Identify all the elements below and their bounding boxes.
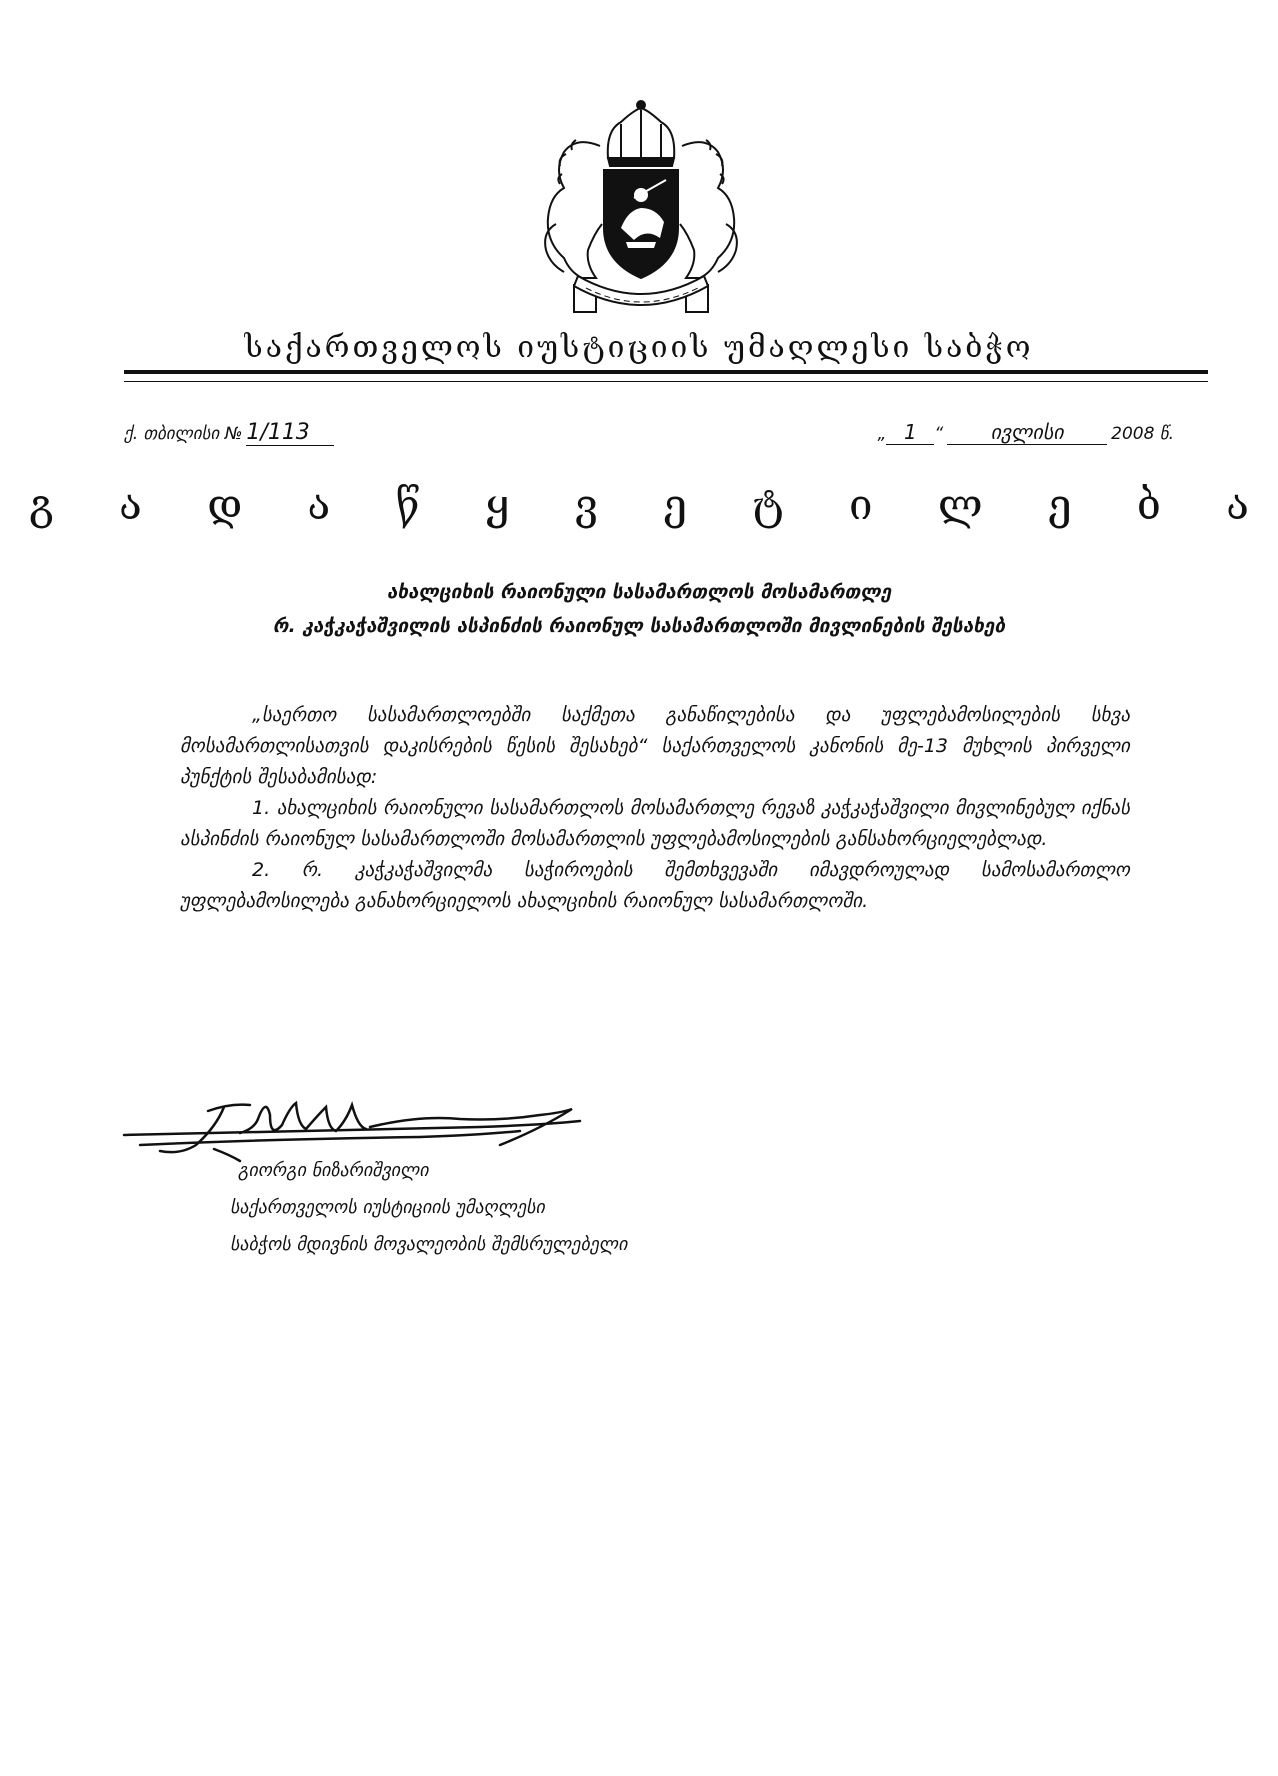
institution-name: საქართველოს იუსტიციის უმაღლესი საბჭო	[244, 330, 1034, 365]
date-year: 2008 წ.	[1111, 424, 1174, 444]
decision-date	[878, 420, 1175, 445]
date-open-quote: „	[877, 424, 887, 444]
coat-of-arms-emblem	[516, 100, 766, 325]
decision-number: 1/113	[246, 420, 334, 446]
place-label: ქ. თბილისი №	[124, 424, 243, 444]
signer-title-line-1: საქართველოს იუსტიციის უმაღლესი	[230, 1197, 545, 1218]
date-close-quote: “	[934, 424, 944, 444]
subject-line-1: ახალციხის რაიონული სასამართლოს მოსამართლე	[386, 581, 892, 603]
place-and-number	[124, 420, 334, 446]
document-title: გ ა დ ა წ ყ ვ ე ტ ი ლ ე ბ ა	[29, 480, 1275, 529]
preamble-paragraph: „საერთო სასამართლოებში საქმეთა განაწილებისა და უფლებამოსილების სხვა მოსამართლისათვის დაკისრების წესის შესახებ“ საქართველოს კანონის მე-13 მუხლის პირველი პუნქტის შესაბამისად:	[180, 704, 1130, 788]
signer-title-line-2: საბჭოს მდივნის მოვალეობის შემსრულებელი	[230, 1234, 628, 1255]
item-1-paragraph: 1. ახალციხის რაიონული სასამართლოს მოსამართლე რევაზ კაჭკაჭაშვილი მივლინებულ იქნას ასპინძის რაიონულ სასამართლოში მოსამართლის უფლებამოსილების განსახორციელებლად.	[180, 797, 1130, 850]
subject-line-2: რ. კაჭკაჭაშვილის ასპინძის რაიონულ სასამართლოში მივლინების შესახებ	[272, 615, 1006, 637]
signer-block	[230, 1152, 627, 1263]
header-rule-thin	[124, 381, 1208, 382]
document-body	[180, 700, 1130, 917]
date-day: 1	[886, 420, 934, 445]
signer-name: გიორგი ნიზარიშვილი	[238, 1160, 429, 1181]
header-rule	[124, 370, 1208, 374]
document-subject	[124, 575, 1154, 643]
date-month: ივლისი	[947, 420, 1107, 445]
item-2-paragraph: 2. რ. კაჭკაჭაშვილმა საჭიროების შემთხვევაში იმავდროულად სამოსამართლო უფლებამოსილება განახორციელოს ახალციხის რაიონულ სასამართლოში.	[180, 859, 1130, 912]
